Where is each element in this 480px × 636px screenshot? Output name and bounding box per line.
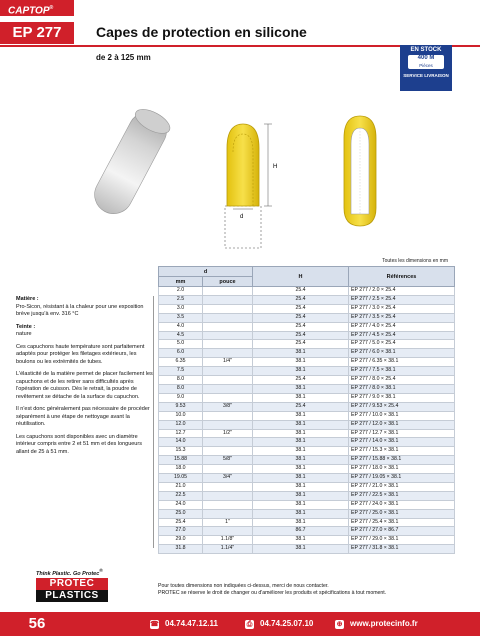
- phone-number: 04.74.47.12.11: [165, 619, 218, 628]
- table-row: [159, 509, 455, 518]
- cell-mm: 4.0: [159, 322, 203, 331]
- logo-tagline-text: Think Plastic. Go Protec: [36, 570, 100, 577]
- table-row: [159, 545, 455, 554]
- table-row: [159, 322, 455, 331]
- header-references: Références: [349, 267, 455, 287]
- brand-name: CAPTOP: [8, 5, 50, 17]
- logo-plastics: PLASTICS: [36, 590, 108, 602]
- table-row: [159, 367, 455, 376]
- material-text: Pro-Sicon, résistant à la chaleur pour une exposition brève jusqu'à env. 316 °C: [16, 303, 144, 317]
- cell-h: 38.1: [253, 536, 349, 545]
- cell-mm: 6.0: [159, 349, 203, 358]
- cell-mm: 24.0: [159, 500, 203, 509]
- page-number: 56: [28, 615, 46, 632]
- cell-reference: EP 277 / 9.53 × 25.4: [349, 402, 455, 411]
- cell-reference: EP 277 / 8.0 × 25.4: [349, 376, 455, 385]
- cell-reference: EP 277 / 3.5 × 25.4: [349, 313, 455, 322]
- cell-pouce: [203, 322, 253, 331]
- cell-h: 38.1: [253, 518, 349, 527]
- phone-icon: ☎: [150, 620, 159, 628]
- cell-pouce: [203, 447, 253, 456]
- table-row: [159, 527, 455, 536]
- cell-reference: EP 277 / 7.5 × 38.1: [349, 367, 455, 376]
- cell-mm: 5.0: [159, 340, 203, 349]
- table-row: [159, 456, 455, 465]
- table-row: [159, 313, 455, 322]
- dimensions-table: [158, 266, 455, 554]
- table-row: [159, 349, 455, 358]
- cell-pouce: [203, 482, 253, 491]
- cell-pouce: [203, 287, 253, 296]
- cell-mm: 27.0: [159, 527, 203, 536]
- table-row: [159, 358, 455, 367]
- cell-h: 38.1: [253, 482, 349, 491]
- header-h: H: [253, 267, 349, 287]
- cell-mm: 9.53: [159, 402, 203, 411]
- cell-h: 25.4: [253, 304, 349, 313]
- cell-h: 38.1: [253, 447, 349, 456]
- cell-mm: 8.0: [159, 384, 203, 393]
- cell-mm: 12.7: [159, 429, 203, 438]
- cell-mm: 8.0: [159, 376, 203, 385]
- cell-h: 38.1: [253, 429, 349, 438]
- cell-h: 25.4: [253, 340, 349, 349]
- cell-reference: EP 277 / 8.0 × 38.1: [349, 384, 455, 393]
- cell-reference: EP 277 / 31.8 × 38.1: [349, 545, 455, 554]
- cell-h: 25.4: [253, 402, 349, 411]
- stock-quantity: 400 M: [417, 55, 435, 61]
- cell-reference: EP 277 / 25.0 × 38.1: [349, 509, 455, 518]
- footnote-line-1: Pour toutes dimensions non indiquées ci-dessus, merci de nous contacter.: [158, 583, 329, 589]
- cell-pouce: [203, 411, 253, 420]
- table-row: [159, 420, 455, 429]
- cell-reference: EP 277 / 15.88 × 38.1: [349, 456, 455, 465]
- cell-mm: 3.0: [159, 304, 203, 313]
- cell-pouce: [203, 393, 253, 402]
- cell-reference: EP 277 / 12.0 × 38.1: [349, 420, 455, 429]
- cell-mm: 7.5: [159, 367, 203, 376]
- cell-reference: EP 277 / 24.0 × 38.1: [349, 500, 455, 509]
- cell-mm: 25.4: [159, 518, 203, 527]
- cell-pouce: [203, 376, 253, 385]
- cell-reference: EP 277 / 27.0 × 86.7: [349, 527, 455, 536]
- table-row: [159, 429, 455, 438]
- table-row: [159, 438, 455, 447]
- cell-mm: 10.0: [159, 411, 203, 420]
- cell-h: 86.7: [253, 527, 349, 536]
- cell-pouce: 1.1/8": [203, 536, 253, 545]
- brand-tag: [0, 0, 74, 16]
- cell-mm: 22.5: [159, 491, 203, 500]
- cell-reference: EP 277 / 18.0 × 38.1: [349, 465, 455, 474]
- cell-h: 38.1: [253, 420, 349, 429]
- page-subtitle: de 2 à 125 mm: [96, 53, 151, 62]
- product-code: EP 277: [0, 22, 74, 44]
- table-row: [159, 384, 455, 393]
- cell-mm: 6.35: [159, 358, 203, 367]
- cell-reference: EP 277 / 19.05 × 38.1: [349, 474, 455, 483]
- cell-h: 25.4: [253, 376, 349, 385]
- cell-h: 38.1: [253, 411, 349, 420]
- web-contact[interactable]: [335, 612, 418, 636]
- cell-pouce: [203, 500, 253, 509]
- table-body: [159, 287, 455, 554]
- description-para-2: L'élasticité de la matière permet de placer facilement les capuchons et de les retirer sans difficultés après l'opération de cuisson. Dès le retrait, la poudre de revêtement se détache de la surface du capuchon.: [16, 371, 153, 400]
- cell-reference: EP 277 / 22.5 × 38.1: [349, 491, 455, 500]
- cell-reference: EP 277 / 3.0 × 25.4: [349, 304, 455, 313]
- cell-mm: 12.0: [159, 420, 203, 429]
- page-title: Capes de protection en silicone: [96, 24, 307, 40]
- description-para-1: Ces capuchons haute température sont parfaitement adaptés pour protéger les filetages extérieurs, les boulons ou les extrémités de tubes.: [16, 343, 145, 365]
- tint-label: Teinte :: [16, 323, 36, 330]
- cell-mm: 15.88: [159, 456, 203, 465]
- cell-pouce: [203, 304, 253, 313]
- table-row: [159, 491, 455, 500]
- web-link[interactable]: www.protecinfo.fr: [350, 619, 418, 628]
- phone-contact: [150, 612, 218, 636]
- cell-h: 25.4: [253, 313, 349, 322]
- dim-h-label: H: [273, 164, 278, 170]
- footnote-line-2: PROTEC se réserve le droit de changer ou d'améliorer les produits et spécifications à tout moment.: [158, 590, 387, 596]
- cell-mm: 9.0: [159, 393, 203, 402]
- table-row: [159, 411, 455, 420]
- tint-text: nature: [16, 331, 32, 337]
- table-row: [159, 518, 455, 527]
- cell-pouce: 1": [203, 518, 253, 527]
- table-row: [159, 376, 455, 385]
- product-description: [8, 296, 154, 548]
- cell-pouce: [203, 295, 253, 304]
- cell-h: 38.1: [253, 500, 349, 509]
- fax-icon: ⎙: [246, 620, 253, 628]
- cell-pouce: [203, 420, 253, 429]
- description-para-4: Les capuchons sont disponibles avec un diamètre intérieur compris entre 2 et 51 mm et des longueurs allant de 25 à 51 mm.: [16, 433, 142, 455]
- cell-pouce: [203, 509, 253, 518]
- table-row: [159, 536, 455, 545]
- cell-pouce: 3/8": [203, 402, 253, 411]
- table-row: [159, 393, 455, 402]
- table-row: [159, 500, 455, 509]
- header-mm: mm: [159, 277, 203, 287]
- cell-reference: EP 277 / 9.0 × 38.1: [349, 393, 455, 402]
- footnote: [158, 583, 386, 597]
- cell-pouce: 3/4": [203, 474, 253, 483]
- cell-pouce: [203, 438, 253, 447]
- table-row: [159, 482, 455, 491]
- delivery-service: SERVICE LIVRAISON: [403, 73, 449, 78]
- cell-reference: EP 277 / 12.7 × 38.1: [349, 429, 455, 438]
- table-row: [159, 402, 455, 411]
- cell-mm: 2.0: [159, 287, 203, 296]
- cell-mm: 15.3: [159, 447, 203, 456]
- header-pouce: pouce: [203, 277, 253, 287]
- table-row: [159, 295, 455, 304]
- cell-mm: 4.5: [159, 331, 203, 340]
- units-note: Toutes les dimensions en mm: [382, 258, 448, 264]
- cell-mm: 19.05: [159, 474, 203, 483]
- cell-h: 38.1: [253, 474, 349, 483]
- product-illustration: [60, 96, 440, 256]
- cell-pouce: 5/8": [203, 456, 253, 465]
- stock-quantity-box: [408, 55, 444, 69]
- logo-tagline: [36, 568, 103, 577]
- cell-reference: EP 277 / 5.0 × 25.4: [349, 340, 455, 349]
- cell-h: 38.1: [253, 491, 349, 500]
- cell-h: 38.1: [253, 393, 349, 402]
- cell-reference: EP 277 / 2.5 × 25.4: [349, 295, 455, 304]
- cell-h: 25.4: [253, 287, 349, 296]
- cell-reference: EP 277 / 29.0 × 38.1: [349, 536, 455, 545]
- cell-reference: EP 277 / 4.5 × 25.4: [349, 331, 455, 340]
- cell-reference: EP 277 / 10.0 × 38.1: [349, 411, 455, 420]
- cell-reference: EP 277 / 25.4 × 38.1: [349, 518, 455, 527]
- cell-mm: 3.5: [159, 313, 203, 322]
- cell-pouce: [203, 384, 253, 393]
- cell-mm: 2.5: [159, 295, 203, 304]
- cell-h: 38.1: [253, 384, 349, 393]
- cell-h: 25.4: [253, 322, 349, 331]
- cell-pouce: 1/2": [203, 429, 253, 438]
- cell-h: 38.1: [253, 358, 349, 367]
- table-row: [159, 287, 455, 296]
- table-row: [159, 340, 455, 349]
- cell-pouce: [203, 331, 253, 340]
- cell-mm: 25.0: [159, 509, 203, 518]
- cell-h: 25.4: [253, 331, 349, 340]
- cap-photo: [88, 105, 174, 221]
- cell-h: 38.1: [253, 545, 349, 554]
- table-row: [159, 447, 455, 456]
- cell-mm: 21.0: [159, 482, 203, 491]
- cell-h: 38.1: [253, 509, 349, 518]
- cell-reference: EP 277 / 21.0 × 38.1: [349, 482, 455, 491]
- fax-number: 04.74.25.07.10: [260, 619, 314, 628]
- brand-mark: ®: [49, 5, 54, 11]
- cell-reference: EP 277 / 14.0 × 38.1: [349, 438, 455, 447]
- logo-protec: PROTEC: [36, 578, 108, 590]
- cell-reference: EP 277 / 4.0 × 25.4: [349, 322, 455, 331]
- dim-d-label: d: [240, 214, 244, 220]
- cell-h: 38.1: [253, 465, 349, 474]
- cell-h: 38.1: [253, 456, 349, 465]
- cell-pouce: [203, 527, 253, 536]
- cell-pouce: 1.1/4": [203, 545, 253, 554]
- cell-mm: 18.0: [159, 465, 203, 474]
- cap-cutaway: [344, 116, 376, 226]
- table-row: [159, 474, 455, 483]
- cell-pouce: [203, 349, 253, 358]
- cell-reference: EP 277 / 6.0 × 38.1: [349, 349, 455, 358]
- cell-h: 38.1: [253, 349, 349, 358]
- cell-pouce: 1/4": [203, 358, 253, 367]
- cell-reference: EP 277 / 6.35 × 38.1: [349, 358, 455, 367]
- header-d: d: [159, 267, 253, 277]
- cell-pouce: [203, 491, 253, 500]
- material-label: Matière :: [16, 296, 39, 302]
- cell-reference: EP 277 / 15.3 × 38.1: [349, 447, 455, 456]
- logo-tagline-mark: ®: [99, 568, 103, 573]
- table-row: [159, 331, 455, 340]
- cell-pouce: [203, 367, 253, 376]
- cell-h: 25.4: [253, 295, 349, 304]
- web-icon: ⊕: [336, 620, 343, 628]
- cell-h: 38.1: [253, 438, 349, 447]
- cell-mm: 14.0: [159, 438, 203, 447]
- table-row: [159, 465, 455, 474]
- table-row: [159, 304, 455, 313]
- description-para-3: Il n'est donc généralement pas nécessaire de procéder séparément à une étape de nettoyage avant la réutilisation.: [16, 406, 150, 427]
- cell-mm: 29.0: [159, 536, 203, 545]
- cell-h: 38.1: [253, 367, 349, 376]
- fax-contact: [245, 612, 313, 636]
- cell-mm: 31.8: [159, 545, 203, 554]
- cell-pouce: [203, 313, 253, 322]
- cell-pouce: [203, 340, 253, 349]
- stock-badge: [400, 45, 452, 91]
- cell-reference: EP 277 / 2.0 × 25.4: [349, 287, 455, 296]
- cell-pouce: [203, 465, 253, 474]
- cap-drawing: [225, 124, 272, 248]
- stock-label: EN STOCK: [410, 47, 442, 53]
- stock-unit: Pièces: [419, 63, 433, 68]
